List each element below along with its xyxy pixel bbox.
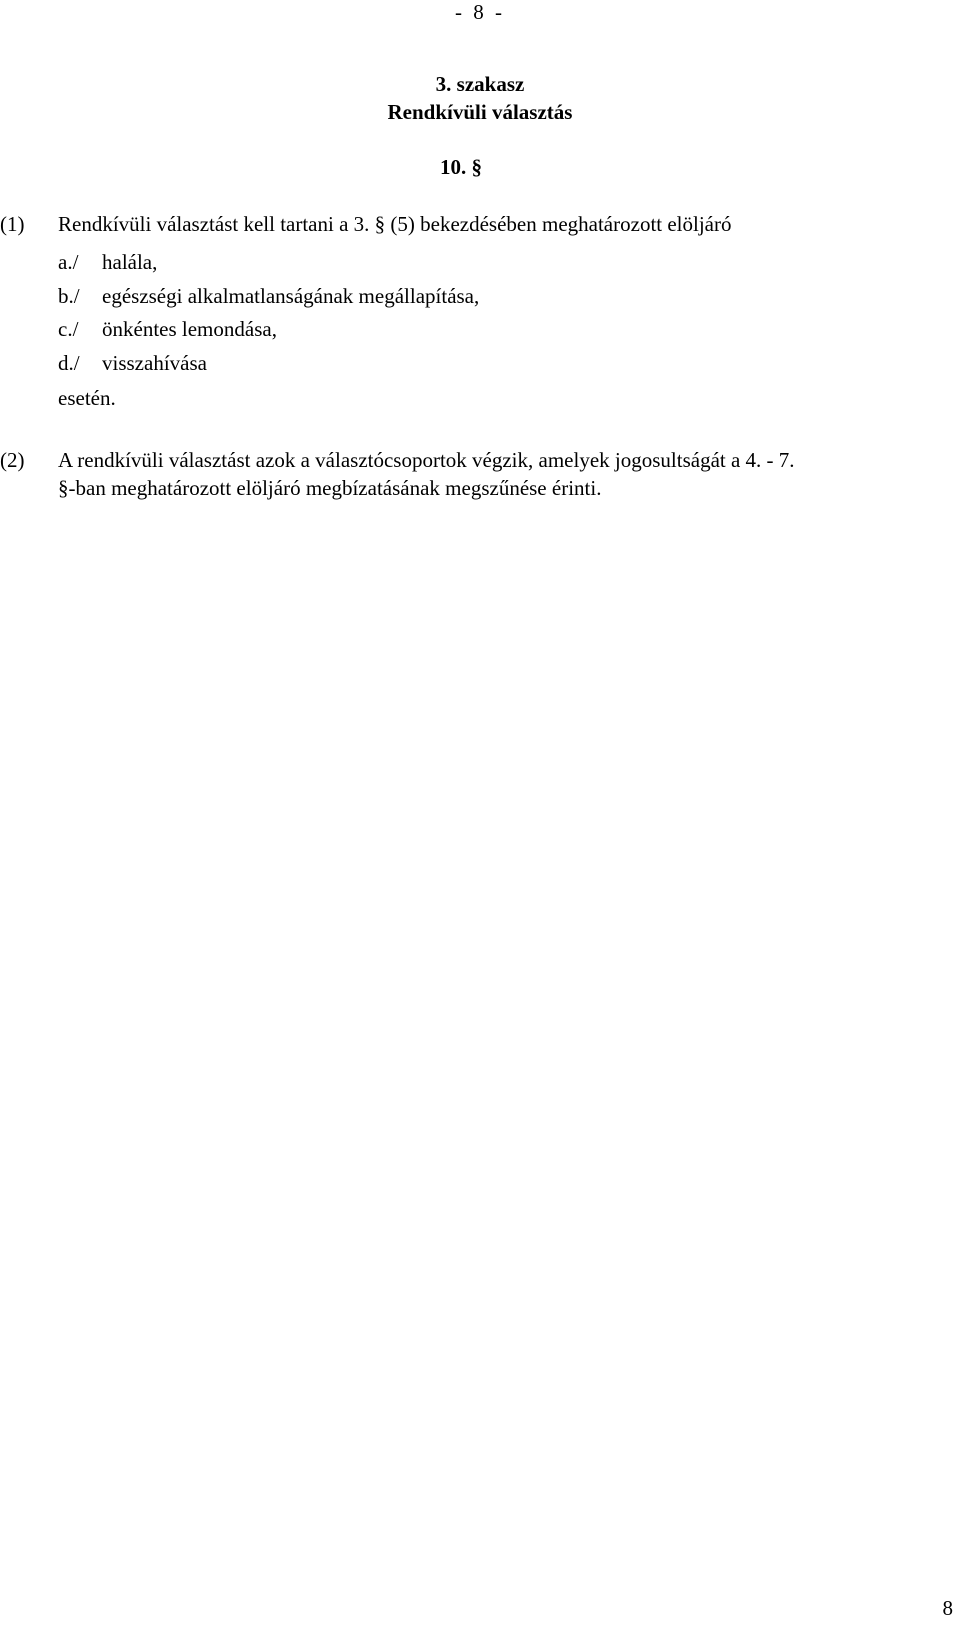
subsection-number: (2) xyxy=(0,448,25,472)
page-number: 8 xyxy=(942,1596,953,1620)
section-title: 3. szakasz xyxy=(435,72,525,96)
subsection-number: (1) xyxy=(0,212,25,236)
list-item-text: visszahívása xyxy=(102,351,207,375)
subsection-text: Rendkívüli választást kell tartani a 3. § (5) bekezdésében meghatározott elöljáró xyxy=(58,212,732,236)
subsection-closing: esetén. xyxy=(58,386,116,410)
section-subtitle: Rendkívüli választás xyxy=(387,100,573,124)
subsection-text-line: §-ban meghatározott elöljáró megbízatásának megszűnése érinti. xyxy=(58,476,602,500)
list-item-text: önkéntes lemondása, xyxy=(102,317,277,341)
list-item-text: egészségi alkalmatlanságának megállapítása, xyxy=(102,284,480,308)
list-item-letter: d./ xyxy=(58,351,80,375)
page-header: - 8 - xyxy=(455,0,505,24)
subsection-text-line: A rendkívüli választást azok a választócsoportok végzik, amelyek jogosultságát a 4. - 7. xyxy=(58,448,795,472)
list-item-letter: b./ xyxy=(58,284,80,308)
list-item-letter: c./ xyxy=(58,317,79,341)
list-item-text: halála, xyxy=(102,250,158,274)
paragraph-number: 10. § xyxy=(440,155,482,179)
list-item-letter: a./ xyxy=(58,250,79,274)
